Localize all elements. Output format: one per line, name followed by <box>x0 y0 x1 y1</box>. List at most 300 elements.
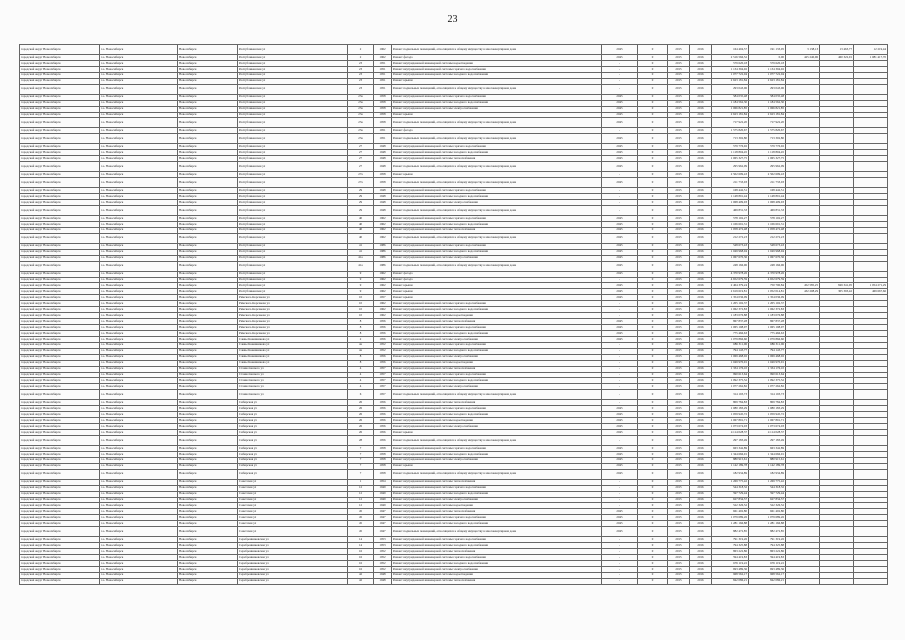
cell-year: 1957 <box>374 384 392 390</box>
cell-municipality: городской округ Новосибирск <box>20 205 100 215</box>
cell-plan-period: - <box>602 372 638 378</box>
cell-house: 26 <box>348 406 374 412</box>
cell-start-year: 2015 <box>668 307 690 313</box>
cell-house: 2 <box>348 55 374 61</box>
cell-cost-e: 469 667,66 <box>854 289 888 295</box>
cell-plan-period: - <box>602 378 638 384</box>
cell-col-a: 0 <box>638 537 668 543</box>
cell-locality: Новосибирск <box>178 261 238 271</box>
cell-work-type: Ремонт подвальных помещений, относящихся к общему имуществу в многоквартирном доме <box>392 390 602 400</box>
cell-cost-total: 168 442,51 <box>712 188 749 194</box>
cell-municipality: городской округ Новосибирск <box>20 330 100 336</box>
cell-cost-total: 1 184 562,30 <box>712 100 749 106</box>
cell-house: 42 <box>348 578 374 584</box>
cell-work-type: Ремонт крыши <box>392 430 602 436</box>
cell-start-year: 2015 <box>668 249 690 255</box>
cell-locality: Новосибирск <box>178 60 238 66</box>
cell-street: Римского-Корсакова ул <box>238 295 348 301</box>
cell-col-a: 0 <box>638 463 668 469</box>
cell-plan-period: 2045 <box>602 55 638 61</box>
cell-house: 8 <box>348 330 374 336</box>
cell-cost-total: 1 354 036,09 <box>712 295 749 301</box>
cell-year: 1958 <box>374 100 392 106</box>
cell-plan-period: 2045 <box>602 45 638 55</box>
cell-col-a: 0 <box>638 134 668 144</box>
cell-settlement: г.о. Новосибирск <box>100 400 178 406</box>
cell-plan-period: - <box>602 313 638 319</box>
cell-settlement: г.о. Новосибирск <box>100 543 178 549</box>
cell-municipality: городской округ Новосибирск <box>20 372 100 378</box>
cell-cost-c: 425 240,96 <box>786 55 820 61</box>
cell-cost-b: 182 934,89 <box>749 469 786 479</box>
cell-work-type: Ремонт крыши <box>392 289 602 295</box>
cell-cost-b: 579 776,92 <box>749 144 786 150</box>
cell-cost-total: 1 118 804,45 <box>712 150 749 156</box>
cell-locality: Новосибирск <box>178 55 238 61</box>
cell-cost-b: 1 069 468,02 <box>749 354 786 360</box>
cell-plan-period: - <box>602 503 638 509</box>
cell-settlement: г.о. Новосибирск <box>100 162 178 172</box>
cell-settlement: г.о. Новосибирск <box>100 249 178 255</box>
cell-end-year: 2016 <box>690 372 712 378</box>
cell-year: 1956 <box>374 418 392 424</box>
cell-street: Республиканская ул <box>238 172 348 178</box>
cell-year: 1951 <box>374 134 392 144</box>
cell-cost-b: 1 067 891,71 <box>749 418 786 424</box>
cell-cost-e <box>854 233 888 243</box>
cell-cost-b: 1 065 198,97 <box>749 325 786 331</box>
cell-house: 29 <box>348 200 374 206</box>
cell-locality: Новосибирск <box>178 412 238 418</box>
cell-cost-b: 168 442,51 <box>749 188 786 194</box>
cell-cost-total: 791 319,26 <box>712 537 749 543</box>
cell-col-a: 0 <box>638 457 668 463</box>
cell-year: 1949 <box>374 491 392 497</box>
cell-locality: Новосибирск <box>178 366 238 372</box>
cell-work-type: Ремонт внутридомовой инженерной системы холодного водоснабжения <box>392 521 602 527</box>
cell-settlement: г.о. Новосибирск <box>100 94 178 100</box>
cell-col-a: 0 <box>638 45 668 55</box>
cell-locality: Новосибирск <box>178 555 238 561</box>
cell-cost-total: 1 334 176,10 <box>712 366 749 372</box>
cell-cost-b: 1 184 562,30 <box>749 100 786 106</box>
cell-cost-d <box>820 578 854 584</box>
cell-cost-b: 1 052 014,81 <box>749 289 786 295</box>
cell-end-year: 2016 <box>690 378 712 384</box>
cell-municipality: городской округ Новосибирск <box>20 156 100 162</box>
cell-house: 23а <box>348 112 374 118</box>
cell-house: 4а <box>348 348 374 354</box>
cell-street: Республиканская ул <box>238 66 348 72</box>
cell-start-year: 2015 <box>668 60 690 66</box>
cell-municipality: городской округ Новосибирск <box>20 144 100 150</box>
cell-settlement: г.о. Новосибирск <box>100 118 178 128</box>
cell-locality: Новосибирск <box>178 150 238 156</box>
cell-cost-c <box>786 178 820 188</box>
cell-house: 41 <box>348 243 374 249</box>
cell-settlement: г.о. Новосибирск <box>100 497 178 503</box>
cell-work-type: Ремонт внутридомовой инженерной системы теплоснабжения <box>392 578 602 584</box>
cell-plan-period: 2045 <box>602 249 638 255</box>
cell-cost-c <box>786 578 820 584</box>
cell-street: Станиславского ул <box>238 378 348 384</box>
cell-cost-c <box>786 435 820 445</box>
cell-start-year: 2015 <box>668 325 690 331</box>
cell-settlement: г.о. Новосибирск <box>100 200 178 206</box>
cell-end-year: 2016 <box>690 106 712 112</box>
cell-work-type: Ремонт внутридомовой инженерной системы горячего водоснабжения <box>392 301 602 307</box>
table-row <box>20 118 888 128</box>
cell-work-type: Ремонт внутридомовой инженерной системы водоотведения <box>392 503 602 509</box>
cell-house: 16 <box>348 555 374 561</box>
cell-end-year: 2016 <box>690 233 712 243</box>
cell-end-year: 2016 <box>690 94 712 100</box>
cell-house: 23а <box>348 134 374 144</box>
cell-settlement: г.о. Новосибирск <box>100 84 178 94</box>
cell-street: Республиканская ул <box>238 118 348 128</box>
cell-start-year: 2015 <box>668 271 690 277</box>
cell-year: 1948 <box>374 578 392 584</box>
cell-cost-b: 295 962,09 <box>749 162 786 172</box>
cell-locality: Новосибирск <box>178 445 238 451</box>
cell-house: 26 <box>348 430 374 436</box>
cell-street: Советская ул <box>238 509 348 515</box>
cell-cost-b: 1 066 821,85 <box>749 106 786 112</box>
cell-settlement: г.о. Новосибирск <box>100 156 178 162</box>
cell-work-type: Ремонт внутридомовой инженерной системы горячего водоснабжения <box>392 94 602 100</box>
cell-cost-c <box>786 118 820 128</box>
cell-house: 23а <box>348 118 374 128</box>
cell-cost-b: 1 080 183,29 <box>749 406 786 412</box>
cell-cost-total: 713 302,80 <box>712 134 749 144</box>
cell-cost-total: 2 502 699,43 <box>712 172 749 178</box>
cell-locality: Новосибирск <box>178 66 238 72</box>
cell-settlement: г.о. Новосибирск <box>100 60 178 66</box>
cell-locality: Новосибирск <box>178 527 238 537</box>
cell-locality: Новосибирск <box>178 566 238 572</box>
cell-settlement: г.о. Новосибирск <box>100 134 178 144</box>
cell-cost-total: 794 325,88 <box>712 543 749 549</box>
cell-house: 23а <box>348 128 374 134</box>
cell-locality: Новосибирск <box>178 384 238 390</box>
cell-plan-period: 2045 <box>602 283 638 289</box>
cell-locality: Новосибирск <box>178 457 238 463</box>
cell-street: Республиканская ул <box>238 84 348 94</box>
cell-locality: Новосибирск <box>178 233 238 243</box>
cell-municipality: городской округ Новосибирск <box>20 261 100 271</box>
cell-locality: Новосибирск <box>178 418 238 424</box>
cell-locality: Новосибирск <box>178 156 238 162</box>
cell-street: Республиканская ул <box>238 215 348 221</box>
cell-col-a: 0 <box>638 503 668 509</box>
cell-locality: Новосибирск <box>178 360 238 366</box>
cell-end-year: 2016 <box>690 330 712 336</box>
cell-settlement: г.о. Новосибирск <box>100 106 178 112</box>
cell-col-a: 0 <box>638 205 668 215</box>
cell-municipality: городской округ Новосибирск <box>20 313 100 319</box>
cell-cost-e <box>854 390 888 400</box>
cell-street: Республиканская ул <box>238 255 348 261</box>
cell-settlement: г.о. Новосибирск <box>100 537 178 543</box>
cell-street: Римского-Корсакова ул <box>238 307 348 313</box>
cell-end-year: 2016 <box>690 221 712 227</box>
cell-street: Серебренниковская ул <box>238 578 348 584</box>
cell-year: 1956 <box>374 319 392 325</box>
cell-cost-total: 293 043,06 <box>712 84 749 94</box>
cell-work-type: Ремонт внутридомовой инженерной системы электроснабжения <box>392 566 602 572</box>
cell-settlement: г.о. Новосибирск <box>100 549 178 555</box>
cell-end-year: 2016 <box>690 418 712 424</box>
cell-municipality: городской округ Новосибирск <box>20 418 100 424</box>
cell-street: Республиканская ул <box>238 78 348 84</box>
cell-house: 12 <box>348 503 374 509</box>
cell-start-year: 2015 <box>668 485 690 491</box>
cell-plan-period: 2045 <box>602 100 638 106</box>
cell-locality: Новосибирск <box>178 205 238 215</box>
cell-start-year: 2015 <box>668 106 690 112</box>
cell-house: 8 <box>348 354 374 360</box>
cell-year: 1951 <box>374 78 392 84</box>
cell-street: Республиканская ул <box>238 283 348 289</box>
cell-cost-d <box>820 233 854 243</box>
cell-house: 10 <box>348 301 374 307</box>
cell-plan-period: - <box>602 497 638 503</box>
cell-house: 45 <box>348 509 374 515</box>
cell-end-year: 2016 <box>690 336 712 342</box>
cell-end-year: 2016 <box>690 66 712 72</box>
cell-work-type: Ремонт внутридомовой инженерной системы холодного водоснабжения <box>392 348 602 354</box>
cell-end-year: 2016 <box>690 249 712 255</box>
cell-locality: Новосибирск <box>178 45 238 55</box>
cell-settlement: г.о. Новосибирск <box>100 390 178 400</box>
cell-work-type: Ремонт подвальных помещений, относящихся к общему имуществу в многоквартирном доме <box>392 205 602 215</box>
cell-street: Республиканская ул <box>238 271 348 277</box>
cell-start-year: 2015 <box>668 509 690 515</box>
cell-cost-e <box>854 527 888 537</box>
cell-work-type: Ремонт крыши <box>392 112 602 118</box>
cell-start-year: 2015 <box>668 451 690 457</box>
cell-house: 41а <box>348 261 374 271</box>
cell-street: Республиканская ул <box>238 100 348 106</box>
cell-house: 6 <box>348 390 374 400</box>
cell-house: 7 <box>348 451 374 457</box>
cell-work-type: Ремонт внутридомовой инженерной системы горячего водоснабжения <box>392 445 602 451</box>
cell-col-a: 0 <box>638 319 668 325</box>
cell-municipality: городской округ Новосибирск <box>20 378 100 384</box>
cell-col-a: 0 <box>638 249 668 255</box>
cell-start-year: 2015 <box>668 261 690 271</box>
cell-street: Римского-Корсакова ул <box>238 330 348 336</box>
cell-work-type: Ремонт внутридомовой инженерной системы горячего водоснабжения <box>392 406 602 412</box>
cell-street: Республиканская ул <box>238 112 348 118</box>
cell-end-year: 2016 <box>690 451 712 457</box>
cell-work-type: Ремонт внутридомовой инженерной системы теплоснабжения <box>392 156 602 162</box>
cell-work-type: Ремонт подвальных помещений, относящихся к общему имуществу в многоквартирном доме <box>392 134 602 144</box>
cell-year: 1947 <box>374 521 392 527</box>
cell-municipality: городской округ Новосибирск <box>20 469 100 479</box>
cell-cost-d <box>820 162 854 172</box>
cell-cost-total: 164 404,57 <box>712 45 749 55</box>
cell-settlement: г.о. Новосибирск <box>100 521 178 527</box>
cell-end-year: 2016 <box>690 400 712 406</box>
cell-cost-c <box>786 84 820 94</box>
cell-plan-period: 2045 <box>602 94 638 100</box>
cell-col-a: 0 <box>638 55 668 61</box>
cell-municipality: городской округ Новосибирск <box>20 221 100 227</box>
cell-end-year: 2016 <box>690 118 712 128</box>
cell-work-type: Ремонт внутридомовой инженерной системы электроснабжения <box>392 336 602 342</box>
cell-start-year: 2015 <box>668 469 690 479</box>
cell-locality: Новосибирск <box>178 243 238 249</box>
cell-locality: Новосибирск <box>178 537 238 543</box>
cell-work-type: Ремонт внутридомовой инженерной системы водоотведения <box>392 60 602 66</box>
cell-settlement: г.о. Новосибирск <box>100 215 178 221</box>
cell-street: Республиканская ул <box>238 188 348 194</box>
cell-year: 1952 <box>374 566 392 572</box>
cell-end-year: 2016 <box>690 156 712 162</box>
cell-municipality: городской округ Новосибирск <box>20 188 100 194</box>
cell-plan-period: - <box>602 360 638 366</box>
cell-cost-total: 794 143,77 <box>712 348 749 354</box>
cell-year: 1948 <box>374 572 392 578</box>
cell-municipality: городской округ Новосибирск <box>20 128 100 134</box>
cell-settlement: г.о. Новосибирск <box>100 301 178 307</box>
cell-start-year: 2015 <box>668 295 690 301</box>
cell-work-type: Ремонт внутридомовой инженерной системы горячего водоснабжения <box>392 325 602 331</box>
table-row <box>20 527 888 537</box>
cell-work-type: Ремонт внутридомовой инженерной системы горячего водоснабжения <box>392 342 602 348</box>
cell-work-type: Ремонт внутридомовой инженерной системы водоотведения <box>392 313 602 319</box>
cell-locality: Новосибирск <box>178 463 238 469</box>
cell-settlement: г.о. Новосибирск <box>100 188 178 194</box>
cell-plan-period: 2045 <box>602 118 638 128</box>
cell-street: Сибирская ул <box>238 469 348 479</box>
cell-end-year: 2016 <box>690 313 712 319</box>
cell-cost-b: 693 489,36 <box>749 566 786 572</box>
cell-work-type: Ремонт внутридомовой инженерной системы холодного водоснабжения <box>392 330 602 336</box>
cell-cost-e <box>854 162 888 172</box>
cell-street: Саввы Кожевникова ул <box>238 354 348 360</box>
cell-locality: Новосибирск <box>178 549 238 555</box>
cell-cost-e <box>854 261 888 271</box>
cell-year: 1958 <box>374 451 392 457</box>
cell-house: 12 <box>348 497 374 503</box>
cell-locality: Новосибирск <box>178 295 238 301</box>
cell-house: 9 <box>348 289 374 295</box>
cell-street: Республиканская ул <box>238 128 348 134</box>
cell-cost-total: 2 623 181,84 <box>712 78 749 84</box>
cell-street: Сибирская ул <box>238 430 348 436</box>
cell-cost-b: 1 073 674,03 <box>749 424 786 430</box>
cell-house: 10 <box>348 307 374 313</box>
cell-year: 1949 <box>374 503 392 509</box>
cell-start-year: 2015 <box>668 319 690 325</box>
cell-municipality: городской округ Новосибирск <box>20 106 100 112</box>
cell-house: 40 <box>348 215 374 221</box>
cell-cost-b: 1 092 375,52 <box>749 378 786 384</box>
cell-municipality: городской округ Новосибирск <box>20 543 100 549</box>
cell-locality: Новосибирск <box>178 227 238 233</box>
cell-cost-d <box>820 527 854 537</box>
cell-year: 1949 <box>374 485 392 491</box>
cell-col-a: 0 <box>638 144 668 150</box>
table-row <box>20 84 888 94</box>
cell-cost-d <box>820 205 854 215</box>
cell-start-year: 2015 <box>668 128 690 134</box>
cell-cost-total: 1 142 189,78 <box>712 463 749 469</box>
cell-house: 8 <box>348 319 374 325</box>
cell-street: Саввы Кожевникова ул <box>238 336 348 342</box>
cell-cost-total: 1 062 372,83 <box>712 307 749 313</box>
cell-settlement: г.о. Новосибирск <box>100 233 178 243</box>
cell-end-year: 2016 <box>690 301 712 307</box>
cell-locality: Новосибирск <box>178 118 238 128</box>
cell-locality: Новосибирск <box>178 515 238 521</box>
cell-plan-period: 2045 <box>602 509 638 515</box>
cell-street: Республиканская ул <box>238 277 348 283</box>
cell-settlement: г.о. Новосибирск <box>100 479 178 485</box>
cell-end-year: 2016 <box>690 144 712 150</box>
cell-cost-b: 1 134 394,92 <box>749 66 786 72</box>
cell-plan-period: 2045 <box>602 457 638 463</box>
cell-cost-total: 579 620,18 <box>712 60 749 66</box>
cell-house: 9 <box>348 277 374 283</box>
cell-house: 29 <box>348 188 374 194</box>
cell-end-year: 2016 <box>690 390 712 400</box>
cell-cost-b: 713 302,80 <box>749 134 786 144</box>
cell-street: Серебренниковская ул <box>238 572 348 578</box>
cell-street: Советская ул <box>238 485 348 491</box>
cell-cost-b: 686 311,06 <box>749 342 786 348</box>
cell-year: 1948 <box>374 188 392 194</box>
cell-start-year: 2015 <box>668 283 690 289</box>
cell-locality: Новосибирск <box>178 451 238 457</box>
cell-end-year: 2016 <box>690 479 712 485</box>
cell-house: 4 <box>348 366 374 372</box>
cell-plan-period: 2045 <box>602 451 638 457</box>
cell-year: 1962 <box>374 233 392 243</box>
cell-end-year: 2016 <box>690 194 712 200</box>
cell-cost-total: 314 193,73 <box>712 390 749 400</box>
cell-start-year: 2015 <box>668 94 690 100</box>
cell-street: Саввы Кожевникова ул <box>238 348 348 354</box>
cell-year: 1951 <box>374 66 392 72</box>
cell-cost-c: 3 138,13 <box>786 45 820 55</box>
cell-end-year: 2016 <box>690 491 712 497</box>
cell-house: 4 <box>348 384 374 390</box>
cell-settlement: г.о. Новосибирск <box>100 271 178 277</box>
cell-house: 10 <box>348 295 374 301</box>
cell-work-type: Ремонт внутридомовой инженерной системы горячего водоснабжения <box>392 243 602 249</box>
cell-year: 1948 <box>374 156 392 162</box>
cell-street: Римского-Корсакова ул <box>238 301 348 307</box>
cell-settlement: г.о. Новосибирск <box>100 360 178 366</box>
cell-col-a: 0 <box>638 271 668 277</box>
cell-cost-total: 1 079 866,60 <box>712 336 749 342</box>
cell-plan-period: 2045 <box>602 319 638 325</box>
cell-start-year: 2015 <box>668 100 690 106</box>
cell-locality: Новосибирск <box>178 94 238 100</box>
cell-end-year: 2016 <box>690 162 712 172</box>
cell-cost-e <box>854 178 888 188</box>
cell-end-year: 2016 <box>690 60 712 66</box>
cell-plan-period: - <box>602 560 638 566</box>
cell-cost-d: 13 463,77 <box>820 45 854 55</box>
cell-start-year: 2015 <box>668 445 690 451</box>
cell-start-year: 2015 <box>668 491 690 497</box>
cell-end-year: 2016 <box>690 84 712 94</box>
cell-locality: Новосибирск <box>178 336 238 342</box>
